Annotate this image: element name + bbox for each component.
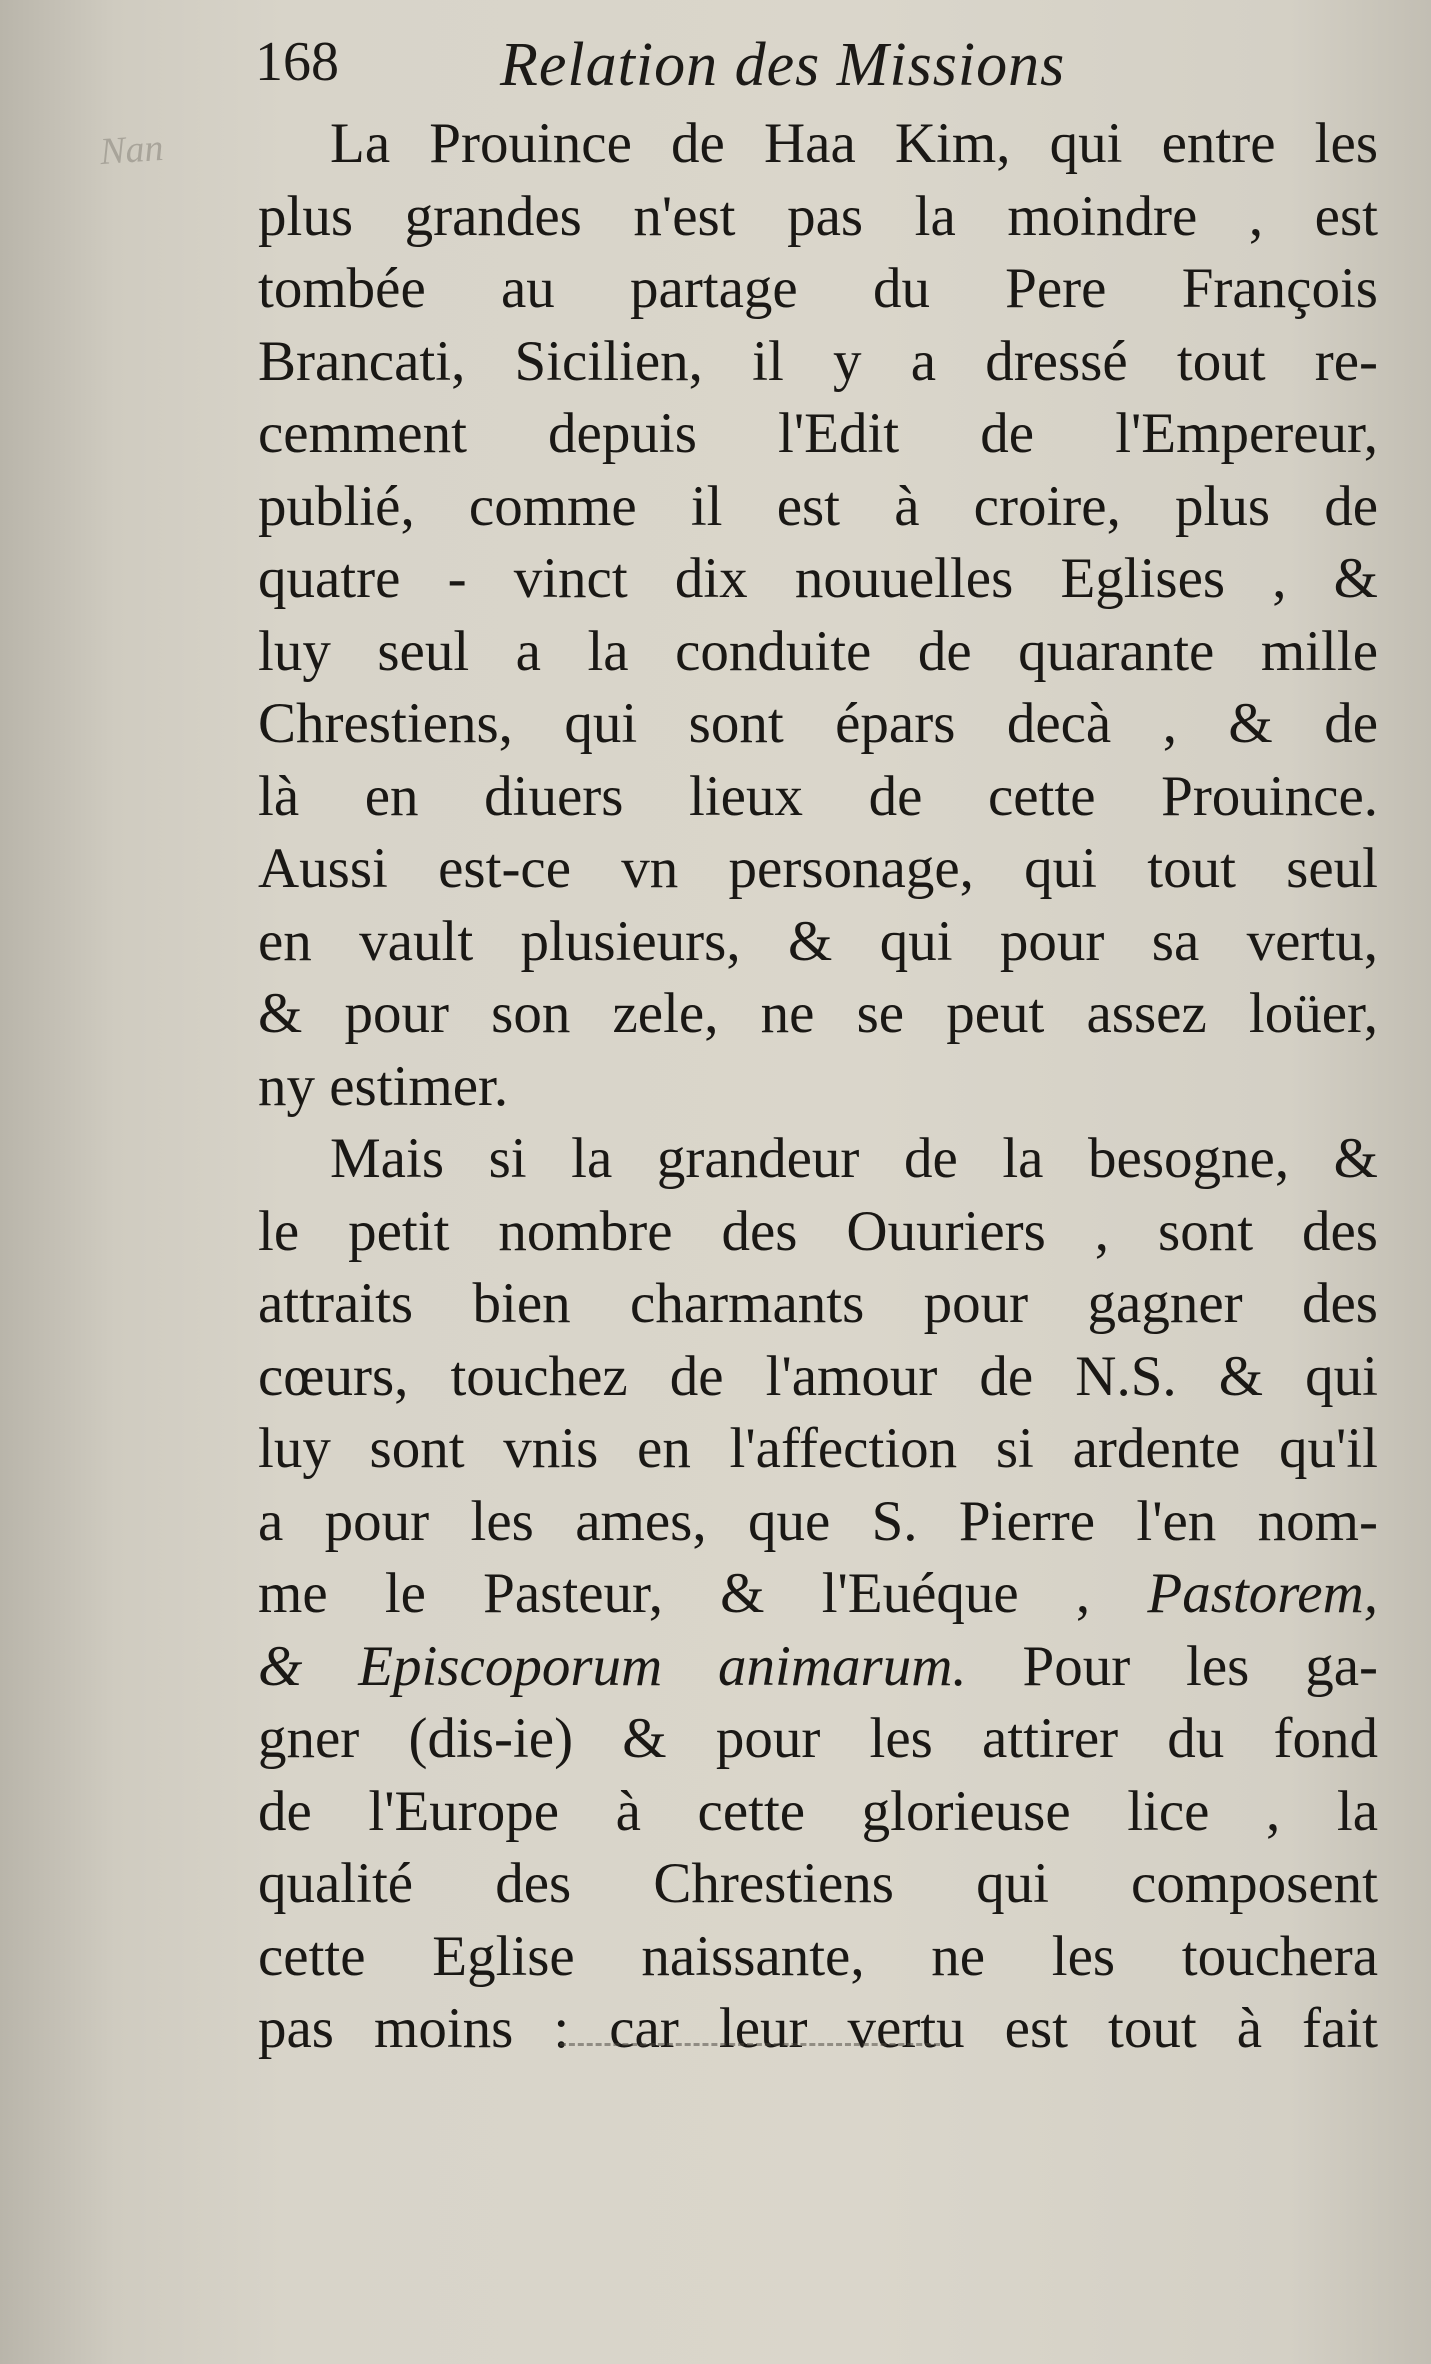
text-line: plus grandes n'est pas la moindre , est [258,184,1378,248]
text-line: de l'Europe à cette glorieuse lice , la [258,1779,1378,1843]
margin-annotation: Nan [98,126,165,174]
text-line: luy sont vnis en l'affection si ardente qu'il [258,1417,1378,1480]
text-line: ny estimer. [258,1054,509,1118]
text-line: quatre - vinct dix nouuelles Eglises , & [258,547,1378,610]
running-title: Relation des Missions [500,31,1066,99]
text-line: Mais si la grandeur de la besogne, & [330,1127,1378,1190]
catchword-rule [560,2043,940,2046]
latin-quote: Pastorem, [1147,1562,1378,1625]
text-line [258,1558,1378,1631]
running-head [255,30,1355,110]
text-line: pas moins : car leur vertu est tout à fait [258,1997,1378,2060]
text-span: Pour les ga- [1022,1634,1378,1698]
page-number: 168 [255,31,339,93]
text-line: gner (dis-ie) & pour les attirer du fond [258,1707,1378,1770]
text-line: luy seul a la conduite de quarante mille [258,619,1378,683]
text-line: La Prouince de Haa Kim, qui entre les [330,112,1378,175]
text-span: me le Pasteur, & l'Euéque , [258,1562,1091,1625]
paragraph [258,108,1378,1123]
text-line: a pour les ames, que S. Pierre l'en nom- [258,1489,1378,1553]
text-line: le petit nombre des Ouuriers , sont des [258,1199,1378,1263]
text-line: qualité des Chrestiens qui composent [258,1852,1378,1915]
text-line: tombée au partage du Pere François [258,257,1378,320]
text-line: Chrestiens, qui sont épars decà , & de [258,692,1378,755]
text-line: cœurs, touchez de l'amour de N.S. & qui [258,1344,1378,1408]
text-line: attraits bien charmants pour gagner des [258,1272,1378,1335]
text-line [258,1631,1378,1704]
text-line: en vault plusieurs, & qui pour sa vertu, [258,909,1378,973]
text-line: & pour son zele, ne se peut assez loüer, [258,982,1378,1045]
text-line: cette Eglise naissante, ne les touchera [258,1924,1378,1988]
text-line: Aussi est-ce vn personage, qui tout seul [258,837,1378,900]
paragraph [258,1123,1378,2066]
text-line: Brancati, Sicilien, il y a dressé tout re- [258,329,1378,393]
text-line: là en diuers lieux de cette Prouince. [258,764,1378,828]
body-text [258,108,1378,2066]
latin-quote: & Episcoporum animarum. [258,1634,967,1698]
text-line: cemment depuis l'Edit de l'Empereur, [258,402,1378,465]
text-line: publié, comme il est à croire, plus de [258,474,1378,538]
